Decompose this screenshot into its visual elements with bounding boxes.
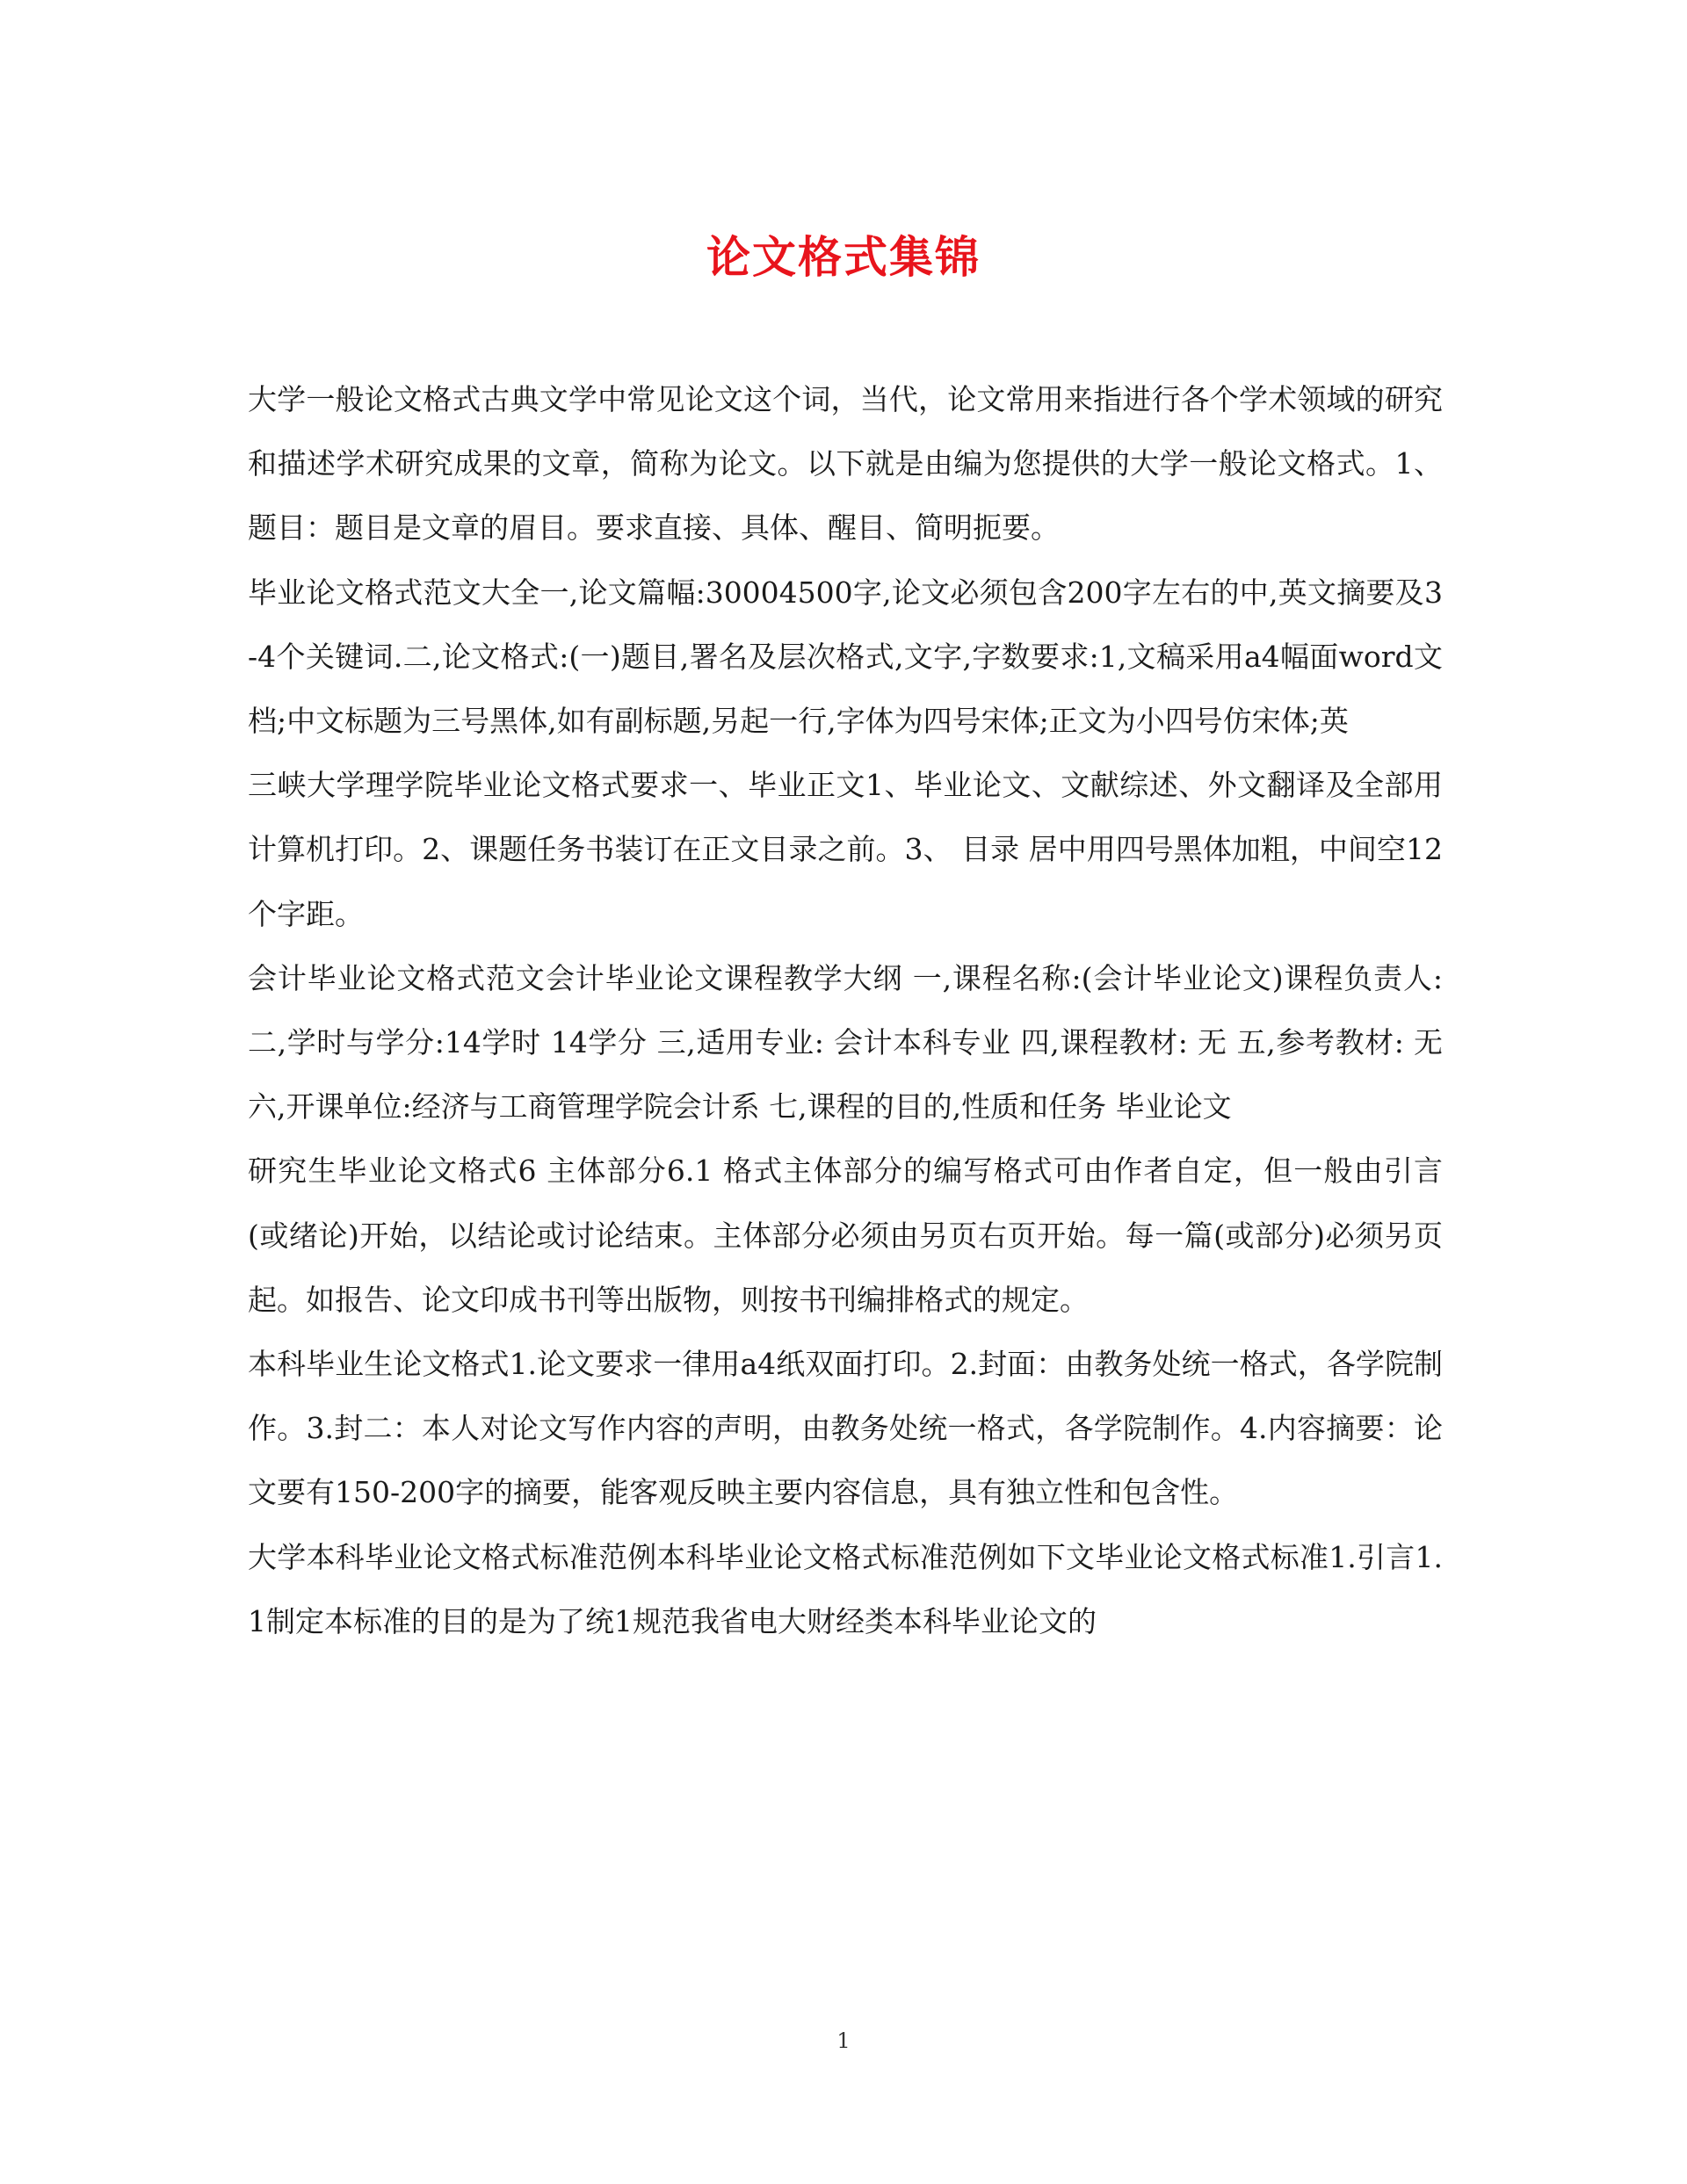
document-title: 论文格式集锦 bbox=[706, 232, 981, 283]
paragraph-standard-example: 大学本科毕业论文格式标准范例本科毕业论文格式标准范例如下文毕业论文格式标准1.引言1.1制定本标准的目的是为了统1规范我省电大财经类本科毕业论文的 bbox=[248, 1539, 1443, 1638]
document-body bbox=[248, 367, 1443, 1653]
paragraph-undergraduate-format: 本科毕业生论文格式1.论文要求一律用a4纸双面打印。2.封面：由教务处统一格式，各学院制作。3.封二：本人对论文写作内容的声明，由教务处统一格式，各学院制作。4.内容摘要：论文要有150-200字的摘要，能客观反映主要内容信息，具有独立性和包含性。 bbox=[248, 1347, 1443, 1510]
paragraph-three-gorges-requirements: 三峡大学理学院毕业论文格式要求一、毕业正文1、毕业论文、文献综述、外文翻译及全部用计算机打印。2、课题任务书装订在正文目录之前。3、 目录 居中用四号黑体加粗，中间空12个字距。 bbox=[248, 768, 1443, 931]
paragraph-thesis-format-samples: 毕业论文格式范文大全一,论文篇幅:30004500字,论文必须包含200字左右的中,英文摘要及3-4个关键词.二,论文格式:(一)题目,署名及层次格式,文字,字数要求:1,文稿采用a4幅面word文档;中文标题为三号黑体,如有副标题,另起一行,字体为四号宋体;正文为小四号仿宋体;英 bbox=[248, 575, 1443, 739]
paragraph-graduate-thesis: 研究生毕业论文格式6 主体部分6.1 格式主体部分的编写格式可由作者自定，但一般由引言(或绪论)开始，以结论或讨论结束。主体部分必须由另页右页开始。每一篇(或部分)必须另页起。如报告、论文印成书刊等出版物，则按书刊编排格式的规定。 bbox=[248, 1153, 1443, 1317]
paragraph-accounting-thesis: 会计毕业论文格式范文会计毕业论文课程教学大纲 一,课程名称:(会计毕业论文)课程负责人: 二,学时与学分:14学时 14学分 三,适用专业: 会计本科专业 四,课程教材: 无 五,参考教材: 无 六,开课单位:经济与工商管理学院会计系 七,课程的目的,性质和任务 毕业论文 bbox=[248, 960, 1443, 1125]
paragraph-general-format: 大学一般论文格式古典文学中常见论文这个词，当代，论文常用来指进行各个学术领域的研究和描述学术研究成果的文章，简称为论文。以下就是由编为您提供的大学一般论文格式。1、题目：题目是文章的眉目。要求直接、具体、醒目、简明扼要。 bbox=[248, 382, 1443, 546]
page-number: 1 bbox=[836, 2029, 851, 2053]
